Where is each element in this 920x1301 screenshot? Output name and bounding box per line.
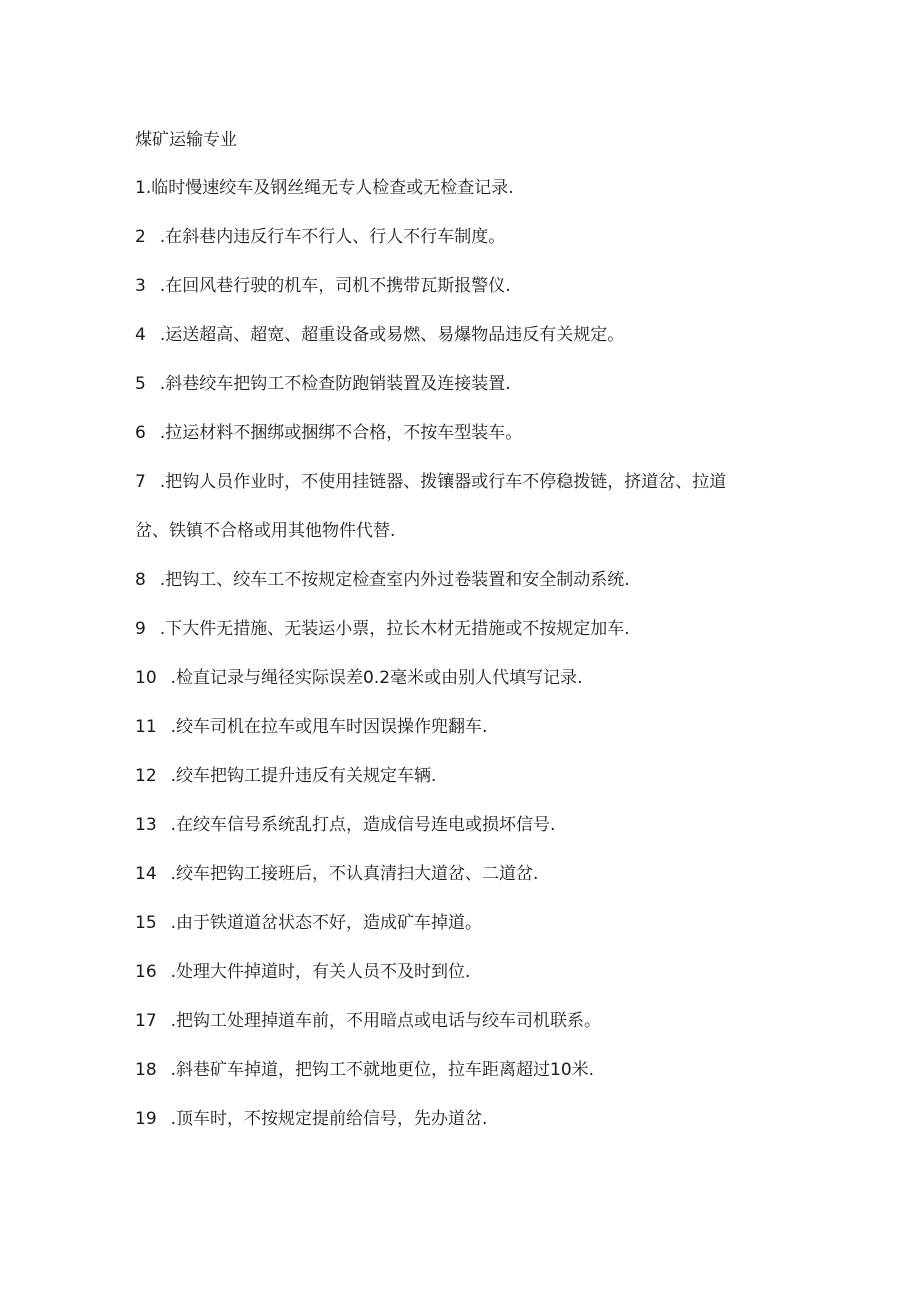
list-item <box>135 960 795 984</box>
item-text: .运送超高、超宽、超重设备或易燃、易爆物品违反有关规定。 <box>159 325 625 345</box>
list-item <box>135 764 795 788</box>
list-item <box>135 323 795 347</box>
list-item <box>135 568 795 592</box>
list-item <box>135 176 795 200</box>
item-text: .绞车把钩工提升违反有关规定车辆. <box>170 766 437 786</box>
item-text: .斜巷绞车把钩工不检查防跑销装置及连接装置. <box>159 374 511 394</box>
item-text: .绞车把钩工接班后，不认真清扫大道岔、二道岔. <box>170 864 539 884</box>
list-item <box>135 225 795 249</box>
item-text: .斜巷矿车掉道，把钩工不就地更位，拉车距离超过10米. <box>170 1060 595 1080</box>
item-text: .绞车司机在拉车或甩车时因误操作兜翻车. <box>170 717 488 737</box>
item-text: .顶车时，不按规定提前给信号，先办道岔. <box>170 1109 488 1129</box>
list-item <box>135 862 795 886</box>
item-text: .拉运材料不捆绑或捆绑不合格，不按车型装车。 <box>159 423 523 443</box>
list-item <box>135 715 795 739</box>
item-number: 9 <box>135 619 146 639</box>
item-number: 13 <box>135 815 157 835</box>
item-number: 7 <box>135 472 146 492</box>
list-item <box>135 1107 795 1131</box>
item-number: 2 <box>135 227 146 247</box>
list-item <box>135 1058 795 1082</box>
item-number: 1 <box>135 178 146 198</box>
item-number: 19 <box>135 1109 157 1129</box>
item-number: 18 <box>135 1060 157 1080</box>
document-title: 煤矿运输专业 <box>135 130 237 150</box>
item-number: 6 <box>135 423 146 443</box>
item-text: .把钩工、绞车工不按规定检查室内外过卷装置和安全制动系统. <box>159 570 630 590</box>
item-text: .由于铁道道岔状态不好，造成矿车掉道。 <box>170 913 483 933</box>
item-text: .下大件无措施、无装运小票，拉长木材无措施或不按规定加车. <box>159 619 630 639</box>
item-number: 11 <box>135 717 157 737</box>
item-number: 10 <box>135 668 157 688</box>
item-text: .在回风巷行驶的机车，司机不携带瓦斯报警仪. <box>159 276 511 296</box>
list-item <box>135 372 795 396</box>
item-number: 16 <box>135 962 157 982</box>
item-number: 4 <box>135 325 146 345</box>
item-text: .处理大件掉道时，有关人员不及时到位. <box>170 962 471 982</box>
item-text: .临时慢速绞车及钢丝绳无专人检查或无检查记录. <box>145 178 514 198</box>
list-item <box>135 274 795 298</box>
list-item <box>135 421 795 445</box>
item-text: .把钩工处理掉道车前，不用暗点或电话与绞车司机联系。 <box>170 1011 602 1031</box>
rule-list <box>135 176 795 1156</box>
item-number: 5 <box>135 374 146 394</box>
item-text: .检直记录与绳径实际误差0.2毫米或由别人代填写记录. <box>170 668 583 688</box>
item-number: 17 <box>135 1011 157 1031</box>
item-number: 15 <box>135 913 157 933</box>
item-text: .在绞车信号系统乱打点，造成信号连电或损坏信号. <box>170 815 556 835</box>
list-item <box>135 813 795 837</box>
item-text: .在斜巷内违反行车不行人、行人不行车制度。 <box>159 227 506 247</box>
list-item <box>135 1009 795 1033</box>
list-item <box>135 617 795 641</box>
item-number: 3 <box>135 276 146 296</box>
item-text: .把钩人员作业时，不使用挂链器、拨镶器或行车不停稳拨链，挤道岔、拉道 <box>159 472 727 492</box>
list-item <box>135 666 795 690</box>
item-text-continued: 岔、铁镇不合格或用其他物件代替. <box>135 521 396 541</box>
item-number: 8 <box>135 570 146 590</box>
item-number: 12 <box>135 766 157 786</box>
list-item <box>135 470 795 543</box>
list-item <box>135 911 795 935</box>
item-number: 14 <box>135 864 157 884</box>
